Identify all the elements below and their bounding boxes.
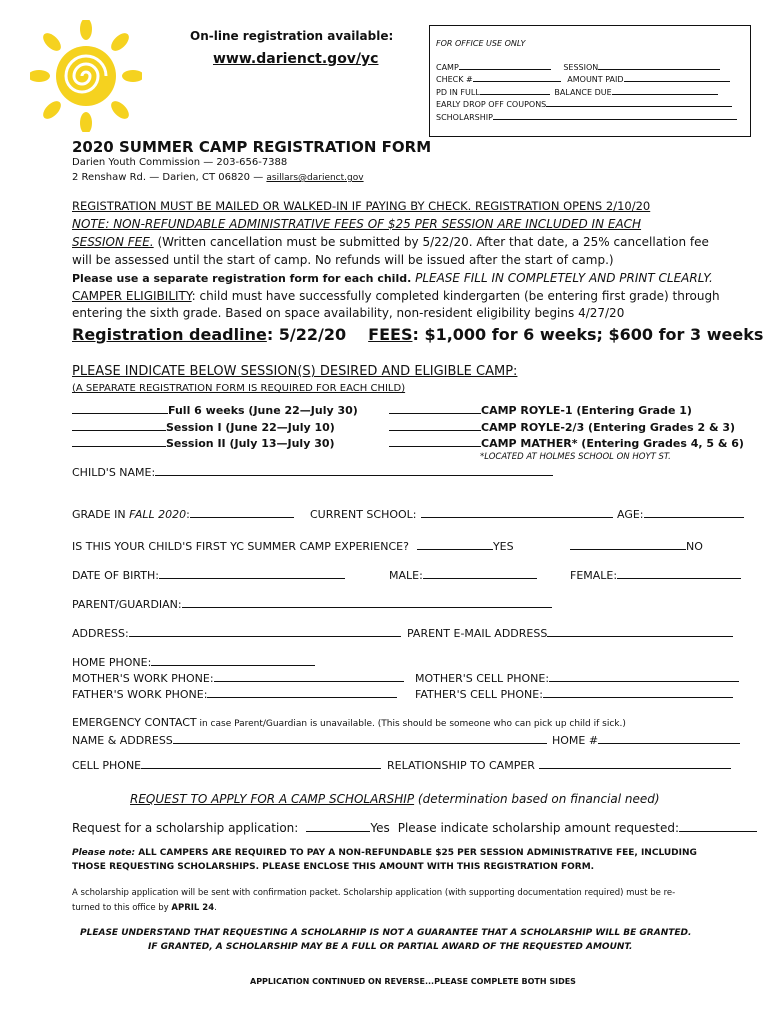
age-field[interactable]	[644, 507, 744, 518]
father-work-label: FATHER'S WORK PHONE:	[72, 688, 208, 701]
name-address-label: NAME & ADDRESS	[72, 734, 173, 747]
first-exp-no-row	[570, 539, 703, 553]
note-line-2	[72, 235, 709, 249]
female-label: FEMALE:	[570, 569, 618, 582]
pd-in-full-label: PD IN FULL	[436, 87, 480, 97]
note-line-1: NOTE: NON-REFUNDABLE ADMINISTRATIVE FEES OF $25 PER SESSION ARE INCLUDED IN EACH	[72, 217, 642, 231]
sessions-subheading: (A SEPARATE REGISTRATION FORM IS REQUIRED FOR EACH CHILD)	[72, 383, 406, 394]
deadline-label: Registration deadline	[72, 325, 267, 344]
office-row-pd	[436, 84, 744, 97]
amount-paid-field[interactable]	[624, 71, 730, 82]
scholarship-office-field[interactable]	[493, 109, 737, 120]
female-field[interactable]	[617, 568, 741, 579]
org-line: Darien Youth Commission — 203-656-7388	[72, 157, 288, 168]
current-school-field[interactable]	[421, 507, 613, 518]
home-num-field[interactable]	[598, 733, 740, 744]
father-cell-row	[415, 687, 733, 701]
eligibility-label: CAMPER ELIGIBILITY	[72, 289, 192, 303]
session-1-blank[interactable]	[72, 420, 166, 431]
father-cell-field[interactable]	[543, 687, 733, 698]
relationship-label: RELATIONSHIP TO CAMPER	[387, 759, 535, 772]
scholarship-request-label: Request for a scholarship application:	[72, 821, 299, 835]
app-sent-line-2	[72, 903, 217, 913]
cell-phone-row	[72, 758, 381, 772]
parent-email-field[interactable]	[547, 626, 733, 637]
address-label: ADDRESS:	[72, 627, 129, 640]
home-phone-row	[72, 655, 315, 669]
camp-royle23-label: CAMP ROYLE-2/3 (Entering Grades 2 & 3)	[481, 421, 736, 434]
home-num-label: HOME #	[552, 734, 599, 747]
sessions-heading: PLEASE INDICATE BELOW SESSION(S) DESIRED AND ELIGIBLE CAMP:	[72, 364, 518, 379]
office-row-check	[436, 71, 744, 84]
camp-option-royle1[interactable]	[389, 403, 692, 417]
camp-royle1-label: CAMP ROYLE-1 (Entering Grade 1)	[481, 404, 692, 417]
female-row	[570, 568, 741, 582]
first-exp-no-field[interactable]	[570, 539, 686, 550]
session-label: SESSION	[563, 62, 599, 72]
scholarship-request-row	[72, 821, 757, 835]
emergency-label: EMERGENCY CONTACT	[72, 716, 197, 729]
scholarship-yes-field[interactable]	[306, 821, 370, 832]
fees-label: FEES	[368, 325, 413, 344]
address-row	[72, 626, 401, 640]
eligibility-text-1: : child must have successfully completed kindergarten (be entering first grade) through	[191, 289, 720, 303]
continued-notice: APPLICATION CONTINUED ON REVERSE...PLEASE COMPLETE BOTH SIDES	[250, 977, 576, 986]
address-text: 2 Renshaw Rd. — Darien, CT 06820 —	[72, 172, 267, 183]
cancellation-text-1: (Written cancellation must be submitted by 5/22/20. After that date, a 25% cancellation fee	[153, 235, 709, 249]
mailed-notice: REGISTRATION MUST BE MAILED OR WALKED-IN IF PAYING BY CHECK. REGISTRATION OPENS 2/10/20	[72, 199, 651, 213]
first-exp-row	[72, 539, 514, 553]
office-heading: FOR OFFICE USE ONLY	[436, 39, 526, 48]
form-title: 2020 SUMMER CAMP REGISTRATION FORM	[72, 138, 432, 156]
office-row-scholarship	[436, 109, 744, 122]
cell-phone-field[interactable]	[141, 758, 381, 769]
parent-email-label: PARENT E-MAIL ADDRESS	[407, 627, 548, 640]
parent-label: PARENT/GUARDIAN:	[72, 598, 182, 611]
camp-field[interactable]	[459, 59, 551, 70]
age-label: AGE:	[617, 508, 644, 521]
home-num-row	[552, 733, 740, 747]
session-field[interactable]	[598, 59, 720, 70]
cell-phone-label: CELL PHONE	[72, 759, 142, 772]
session-option-full[interactable]	[72, 403, 358, 417]
emergency-note: in case Parent/Guardian is unavailable. (This should be someone who can pick up child if sick.)	[196, 719, 626, 729]
understand-line-2: IF GRANTED, A SCHOLARSHIP MAY BE A FULL OR PARTIAL AWARD OF THE REQUESTED AMOUNT.	[148, 942, 633, 952]
scholarship-office-label: SCHOLARSHIP	[436, 112, 493, 122]
child-name-row	[72, 465, 553, 479]
male-label: MALE:	[389, 569, 423, 582]
grade-row	[72, 507, 294, 521]
mother-cell-label: MOTHER'S CELL PHONE:	[415, 672, 550, 685]
grade-field[interactable]	[190, 507, 294, 518]
current-school-label: CURRENT SCHOOL:	[310, 508, 417, 521]
balance-due-label: BALANCE DUE	[554, 87, 612, 97]
first-exp-yes-field[interactable]	[417, 539, 493, 550]
app-sent-period: .	[214, 903, 217, 913]
fees-text: : $1,000 for 6 weeks; $600 for 3 weeks	[412, 325, 764, 344]
grade-label: GRADE IN	[72, 508, 130, 521]
camp-option-mather[interactable]	[389, 436, 744, 450]
session-option-1[interactable]	[72, 420, 335, 434]
scholarship-amount-field[interactable]	[679, 821, 757, 832]
fill-clearly-text: PLEASE FILL IN COMPLETELY AND PRINT CLEARLY.	[411, 271, 713, 285]
camp-mather-blank[interactable]	[389, 436, 481, 447]
check-label: CHECK #	[436, 75, 473, 84]
child-name-field[interactable]	[155, 465, 553, 476]
mother-work-field[interactable]	[214, 671, 404, 682]
grade-colon: :	[186, 508, 190, 521]
pd-in-full-field[interactable]	[480, 84, 550, 95]
home-phone-label: HOME PHONE:	[72, 656, 152, 669]
session-fee-text: SESSION FEE.	[72, 235, 154, 249]
address-line	[72, 172, 364, 183]
april-deadline: APRIL 24	[171, 903, 215, 913]
mother-cell-field[interactable]	[549, 671, 739, 682]
name-address-field[interactable]	[173, 733, 547, 744]
deadline-line	[72, 325, 763, 344]
sun-logo	[30, 20, 142, 132]
early-drop-label: EARLY DROP OFF COUPONS	[436, 100, 547, 109]
relationship-field[interactable]	[539, 758, 731, 769]
eligibility-line-1	[72, 289, 720, 303]
male-field[interactable]	[423, 568, 537, 579]
emergency-row	[72, 716, 626, 729]
please-note-text-1: ALL CAMPERS ARE REQUIRED TO PAY A NON-REFUNDABLE $25 PER SESSION ADMINISTRATIVE FEE, INCLUDING	[135, 848, 697, 858]
cancellation-text-2: will be assessed until the start of camp. No refunds will be issued after the start of camp.)	[72, 253, 614, 267]
mother-work-label: MOTHER'S WORK PHONE:	[72, 672, 214, 685]
eligibility-line-2: entering the sixth grade. Based on space availability, non-resident eligibility begins 4/27/20	[72, 306, 625, 320]
deadline-date: : 5/22/20	[266, 325, 347, 344]
separate-form-text: Please use a separate registration form for each child.	[72, 272, 412, 285]
scholarship-determination: (determination based on financial need)	[414, 792, 660, 806]
camp-mather-label: CAMP MATHER* (Entering Grades 4, 5 & 6)	[481, 437, 744, 450]
mather-footnote: *LOCATED AT HOLMES SCHOOL ON HOYT ST.	[480, 452, 671, 462]
parent-row	[72, 597, 552, 611]
email-link[interactable]: asillars@darienct.gov	[266, 173, 364, 183]
camp-label: CAMP	[436, 62, 459, 72]
app-sent-line-1: A scholarship application will be sent with confirmation packet. Scholarship application (with supporting documentation required) must be re-	[72, 888, 676, 898]
session-2-blank[interactable]	[72, 436, 166, 447]
first-exp-yes-label: YES	[492, 540, 514, 553]
online-registration-text: On-line registration available:	[190, 29, 394, 43]
age-row	[617, 507, 744, 521]
child-name-label: CHILD'S NAME:	[72, 466, 156, 479]
session-1-label: Session I (June 22—July 10)	[166, 421, 335, 434]
address-field[interactable]	[129, 626, 401, 637]
session-option-2[interactable]	[72, 436, 335, 450]
fall-label: FALL 2020	[129, 508, 187, 521]
mother-cell-row	[415, 671, 739, 685]
office-row-camp	[436, 59, 744, 72]
relationship-row	[387, 758, 731, 772]
scholarship-amount-label: Please indicate scholarship amount requested:	[397, 821, 680, 835]
dob-row	[72, 568, 345, 582]
father-work-row	[72, 687, 397, 701]
camp-royle23-blank[interactable]	[389, 420, 481, 431]
first-exp-no-label: NO	[686, 540, 703, 553]
father-cell-label: FATHER'S CELL PHONE:	[415, 688, 543, 701]
school-row	[310, 507, 613, 521]
name-address-row	[72, 733, 547, 747]
website-link[interactable]: www.darienct.gov/yc	[213, 51, 379, 67]
session-full-blank[interactable]	[72, 403, 168, 414]
male-row	[389, 568, 537, 582]
office-use-box	[429, 25, 751, 137]
dob-label: DATE OF BIRTH:	[72, 569, 159, 582]
amount-paid-label: AMOUNT PAID	[567, 75, 624, 84]
camp-royle1-blank[interactable]	[389, 403, 481, 414]
camp-option-royle23[interactable]	[389, 420, 735, 434]
office-row-early	[436, 96, 744, 109]
understand-line-1: PLEASE UNDERSTAND THAT REQUESTING A SCHOLARHIP IS NOT A GUARANTEE THAT A SCHOLARSHIP WILL BE GRANTED.	[80, 928, 692, 938]
check-field[interactable]	[473, 71, 561, 82]
parent-email-row	[407, 626, 733, 640]
please-note-line-2: THOSE REQUESTING SCHOLARSHIPS. PLEASE ENCLOSE THIS AMOUNT WITH THIS REGISTRATION FORM.	[72, 862, 595, 872]
scholarship-request-heading: REQUEST TO APPLY FOR A CAMP SCHOLARSHIP	[130, 792, 415, 806]
balance-due-field[interactable]	[612, 84, 718, 95]
app-sent-text-2: turned to this office by	[72, 903, 172, 913]
scholarship-yes-label: Yes	[370, 821, 390, 835]
scholarship-heading	[130, 792, 660, 806]
separate-form-line	[72, 271, 713, 285]
session-2-label: Session II (July 13—July 30)	[166, 437, 335, 450]
home-phone-field[interactable]	[151, 655, 315, 666]
first-exp-label: IS THIS YOUR CHILD'S FIRST YC SUMMER CAMP EXPERIENCE?	[72, 540, 409, 553]
dob-field[interactable]	[159, 568, 345, 579]
father-work-field[interactable]	[207, 687, 397, 698]
mother-work-row	[72, 671, 404, 685]
early-drop-field[interactable]	[546, 96, 732, 107]
please-note-line-1	[72, 848, 697, 858]
please-note-label: Please note:	[72, 848, 136, 858]
parent-field[interactable]	[182, 597, 552, 608]
session-full-label: Full 6 weeks (June 22—July 30)	[168, 404, 358, 417]
